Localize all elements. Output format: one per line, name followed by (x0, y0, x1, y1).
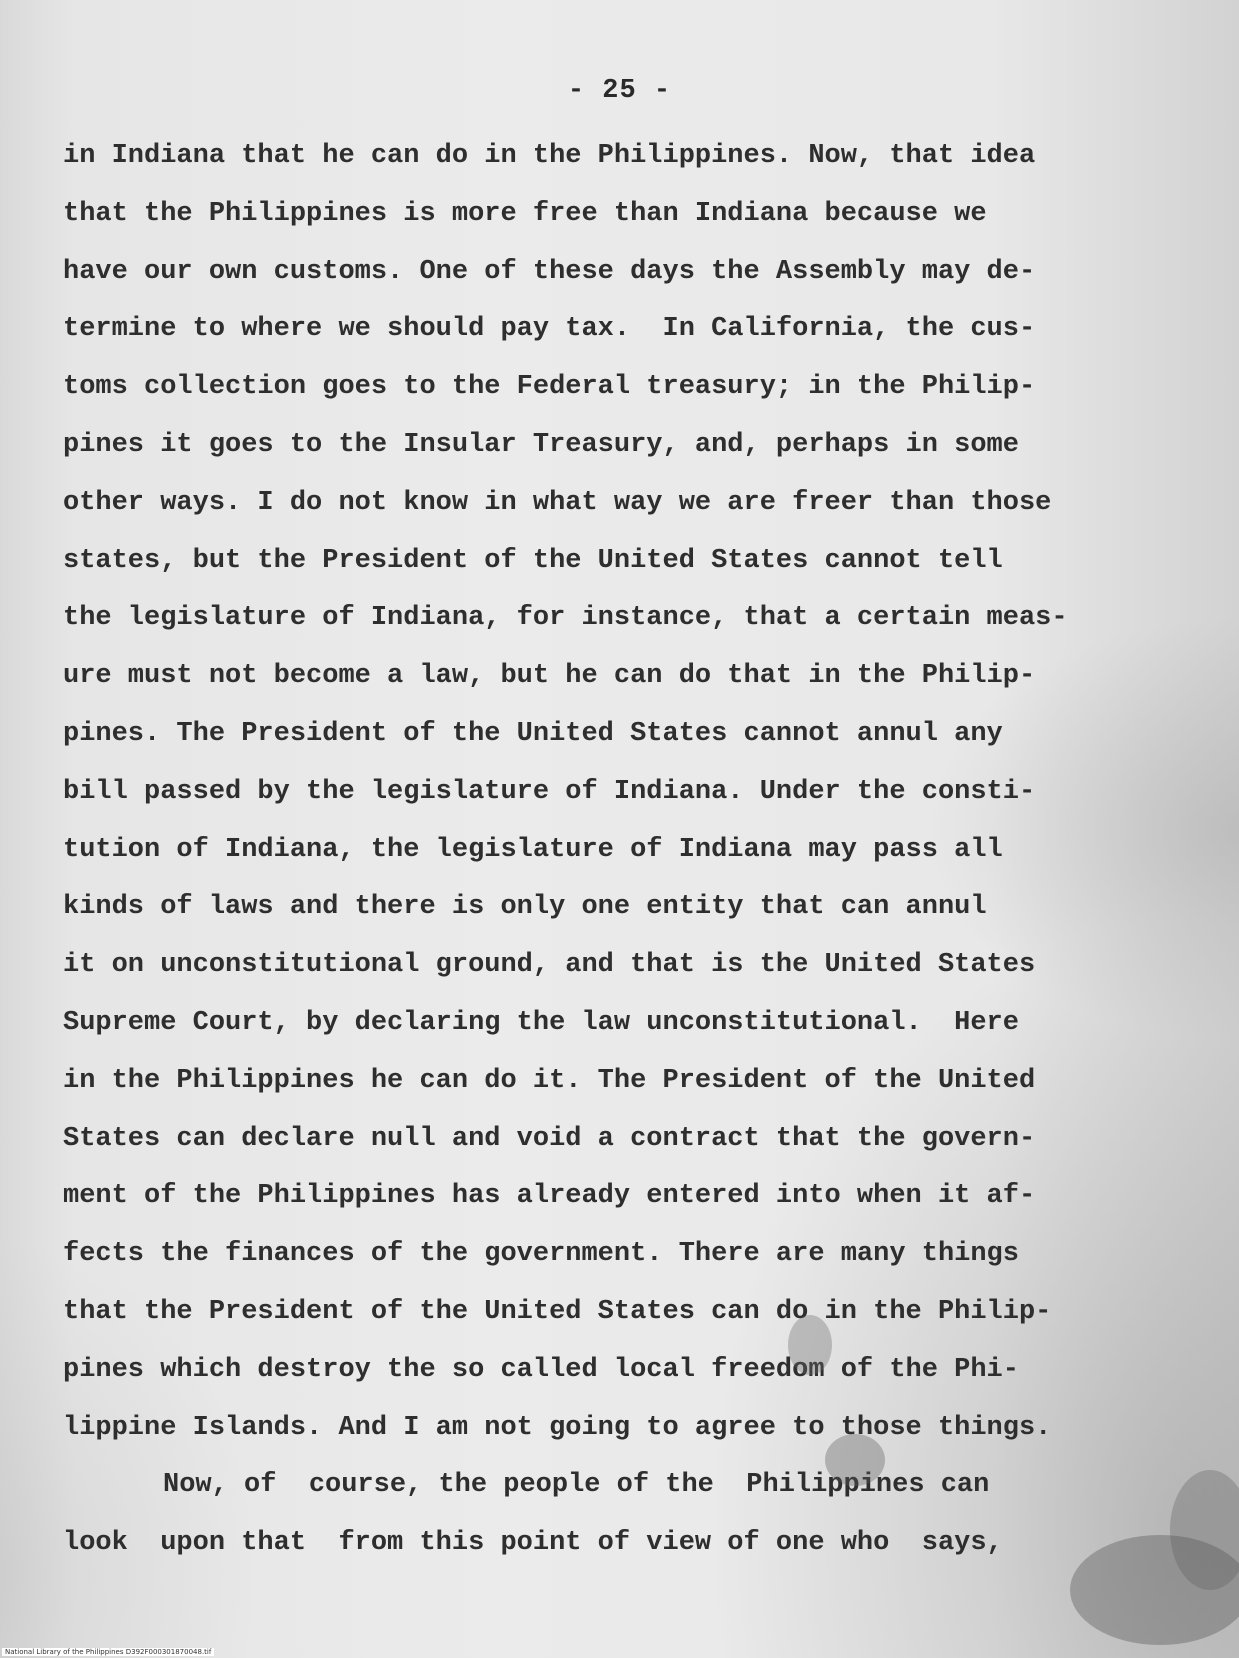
text-line: States can declare null and void a contract that the govern- (63, 1123, 1036, 1154)
text-line: look upon that from this point of view of one who says, (63, 1528, 1003, 1559)
text-line: pines it goes to the Insular Treasury, and, perhaps in some (63, 429, 1019, 460)
body-text (63, 128, 1183, 1573)
text-line: ment of the Philippines has already entered into when it af- (63, 1181, 1036, 1212)
text-line: that the Philippines is more free than Indiana because we (63, 198, 987, 229)
text-line: states, but the President of the United States cannot tell (63, 545, 1003, 576)
text-line: pines. The President of the United States cannot annul any (63, 718, 1003, 749)
text-line: have our own customs. One of these days the Assembly may de- (63, 256, 1036, 287)
text-line: toms collection goes to the Federal treasury; in the Philip- (63, 372, 1036, 403)
text-line: tution of Indiana, the legislature of Indiana may pass all (63, 834, 1003, 865)
text-line: termine to where we should pay tax. In California, the cus- (63, 314, 1036, 345)
text-line: Supreme Court, by declaring the law unconstitutional. Here (63, 1007, 1019, 1038)
text-line: in the Philippines he can do it. The President of the United (63, 1065, 1036, 1096)
text-line: kinds of laws and there is only one entity that can annul (63, 892, 987, 923)
text-line: fects the finances of the government. There are many things (63, 1239, 1019, 1270)
text-line: other ways. I do not know in what way we are freer than those (63, 487, 1052, 518)
text-line: in Indiana that he can do in the Philippines. Now, that idea (63, 141, 1036, 171)
text-line: bill passed by the legislature of Indiana. Under the consti- (63, 776, 1036, 807)
text-line: ure must not become a law, but he can do that in the Philip- (63, 661, 1036, 692)
text-line: the legislature of Indiana, for instance, that a certain meas- (63, 603, 1068, 634)
page-number: - 25 - (567, 76, 672, 106)
footer-caption: National Library of the Philippines D392F000301870048.tif (2, 1648, 214, 1656)
text-line: pines which destroy the so called local freedom of the Phi- (63, 1354, 1019, 1385)
paragraph-first-line: Now, of course, the people of the Philippines can (163, 1470, 990, 1501)
text-line: that the President of the United States can do in the Philip- (63, 1296, 1052, 1327)
text-line: it on unconstitutional ground, and that is the United States (63, 950, 1036, 981)
text-line: lippine Islands. And I am not going to agree to those things. (63, 1412, 1052, 1443)
